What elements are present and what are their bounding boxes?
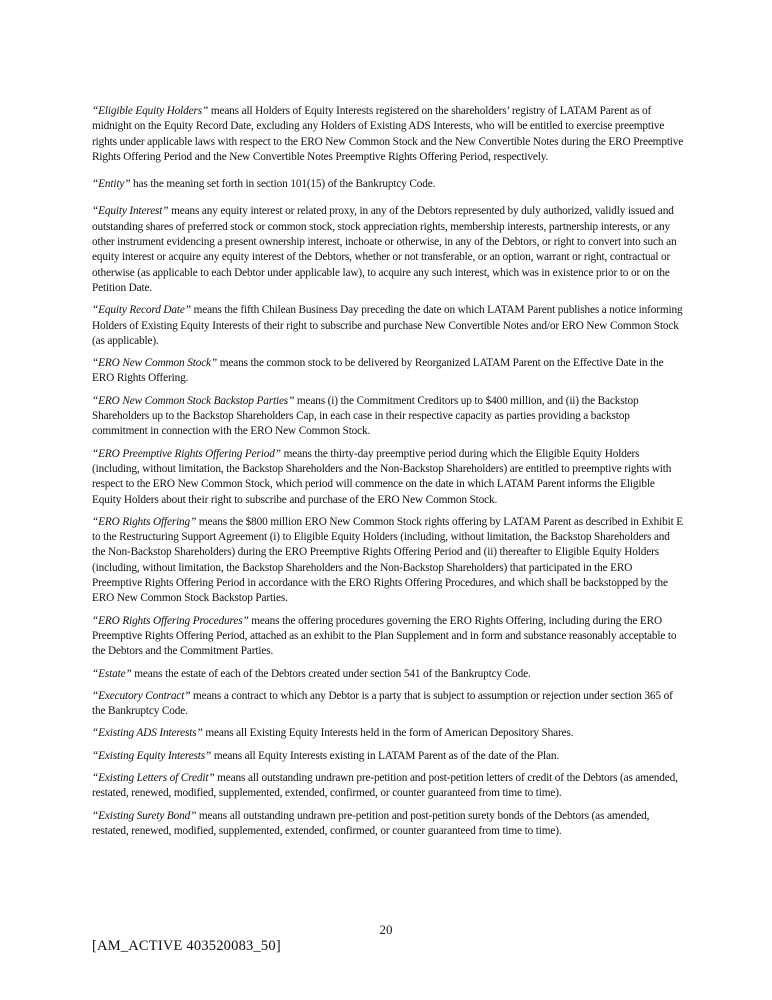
term: “ERO Preemptive Rights Offering Period” bbox=[92, 447, 281, 460]
document-body bbox=[92, 104, 684, 846]
definition-text: means any equity interest or related proxy, in any of the Debtors represented by duly authorized, validly issued and outstanding shares of preferred stock or common stock, stock appreciation rights, membership interests, partnership interests, or any other instrument evidencing a present ownership interest, inchoate or otherwise, in any of the Debtors, or right to convert into such an equity interest or acquire any equity interest of the Debtors, whether or not transferable, or an option, warrant or right, contractual or otherwise (as applicable to each Debtor under applicable law), to acquire any such interest, which was in existence prior to or on the Petition Date. bbox=[92, 205, 677, 294]
term: “Existing ADS Interests” bbox=[92, 727, 203, 740]
definition-text: has the meaning set forth in section 101(15) of the Bankruptcy Code. bbox=[130, 178, 436, 191]
term: “ERO Rights Offering Procedures” bbox=[92, 614, 249, 627]
definition-ero-preemptive-rights-offering-period bbox=[92, 447, 684, 508]
definition-existing-letters-of-credit bbox=[92, 771, 684, 802]
definition-text: means all outstanding undrawn pre-petition and post-petition surety bonds of the Debtors (as amended, restated, renewed, modified, supplemented, extended, confirmed, or counter guaranteed from time to time). bbox=[92, 809, 650, 837]
term: “Existing Equity Interests” bbox=[92, 749, 212, 762]
definition-text: means the common stock to be delivered by Reorganized LATAM Parent on the Effective Date in the ERO Rights Offering. bbox=[92, 357, 664, 385]
definition-entity bbox=[92, 177, 684, 192]
term: “Executory Contract” bbox=[92, 689, 191, 702]
definition-ero-new-common-stock bbox=[92, 356, 684, 387]
term: “ERO New Common Stock” bbox=[92, 357, 218, 370]
term: “Existing Letters of Credit” bbox=[92, 771, 215, 784]
term: “Existing Surety Bond” bbox=[92, 809, 197, 822]
definition-existing-equity-interests bbox=[92, 749, 684, 764]
definition-text: means the estate of each of the Debtors created under section 541 of the Bankruptcy Code. bbox=[131, 667, 531, 680]
definition-existing-ads-interests bbox=[92, 726, 684, 741]
definition-ero-new-common-stock-backstop-parties bbox=[92, 394, 684, 440]
definition-eligible-equity-holders bbox=[92, 104, 684, 165]
definition-text: means the offering procedures governing the ERO Rights Offering, including during the ERO Preemptive Rights Offering Period, attached as an exhibit to the Plan Supplement and in form and substance reasonably acceptable to the Debtors and the Commitment Parties. bbox=[92, 614, 677, 658]
definition-estate bbox=[92, 667, 684, 682]
term: “ERO Rights Offering” bbox=[92, 515, 197, 528]
definition-text: means the thirty-day preemptive period during which the Eligible Equity Holders (including, without limitation, the Backstop Shareholders and the Non-Backstop Shareholders) are entitled to preemptive rights with respect to the ERO New Common Stock, which period will commence on the date in which LATAM Parent informs the Eligible Equity Holders about their right to subscribe and purchase of the ERO New Common Stock. bbox=[92, 447, 672, 506]
term: “Equity Record Date” bbox=[92, 304, 191, 317]
definition-executory-contract bbox=[92, 689, 684, 720]
definition-existing-surety-bond bbox=[92, 809, 684, 840]
definition-text: means all Existing Equity Interests held in the form of American Depository Shares. bbox=[202, 727, 574, 740]
definition-text: means the $800 million ERO New Common Stock rights offering by LATAM Parent as described in Exhibit E to the Restructuring Support Agreement (i) to Eligible Equity Holders (including, without limitation, the Backstop Shareholders and the Non-Backstop Shareholders) during the ERO Preemptive Rights Offering Period and (ii) thereafter to Eligible Equity Holders (including, without limitation, the Backstop Shareholders and the Non-Backstop Shareholders) that participated in the ERO Preemptive Rights Offering Period in accordance with the ERO Rights Offering Procedures, and which shall be backstopped by the ERO New Common Stock Backstop Parties. bbox=[92, 515, 684, 605]
definition-ero-rights-offering-procedures bbox=[92, 614, 684, 660]
term: “ERO New Common Stock Backstop Parties” bbox=[92, 394, 295, 407]
definition-text: means all Holders of Equity Interests registered on the shareholders’ registry of LATAM Parent as of midnight on the Equity Record Date, excluding any Holders of Existing ADS Interests, who will be entitled to exercise preemptive rights under applicable laws with respect to the ERO New Common Stock and the New Convertible Notes during the ERO Preemptive Rights Offering Period and the New Convertible Notes Preemptive Rights Offering Period, respectively. bbox=[92, 105, 684, 163]
definition-equity-interest bbox=[92, 204, 684, 296]
definition-text: means all Equity Interests existing in LATAM Parent as of the date of the Plan. bbox=[211, 749, 560, 762]
document-id: [AM_ACTIVE 403520083_50] bbox=[92, 938, 281, 954]
term: “Equity Interest” bbox=[92, 205, 169, 218]
definition-text: means a contract to which any Debtor is a party that is subject to assumption or rejection under section 365 of the Bankruptcy Code. bbox=[92, 689, 673, 718]
term: “Entity” bbox=[92, 178, 131, 191]
term: “Estate” bbox=[92, 667, 132, 680]
definition-text: means (i) the Commitment Creditors up to $400 million, and (ii) the Backstop Shareholders up to the Backstop Shareholders Cap, in each case in their respective capacity as parties providing a backstop commitment in connection with the ERO New Common Stock. bbox=[92, 394, 639, 438]
page-number: 20 bbox=[379, 922, 393, 937]
definition-equity-record-date bbox=[92, 303, 684, 349]
definition-text: means all outstanding undrawn pre-petition and post-petition letters of credit of the Debtors (as amended, restated, renewed, modified, supplemented, extended, confirmed, or counter guaranteed from time to time). bbox=[92, 771, 678, 800]
term: “Eligible Equity Holders” bbox=[92, 105, 209, 117]
definition-ero-rights-offering bbox=[92, 515, 684, 607]
definition-text: means the fifth Chilean Business Day preceding the date on which LATAM Parent publishes a notice informing Holders of Existing Equity Interests of their right to subscribe and purchase New Convertible Notes and/or ERO New Common Stock (as applicable). bbox=[92, 304, 683, 347]
